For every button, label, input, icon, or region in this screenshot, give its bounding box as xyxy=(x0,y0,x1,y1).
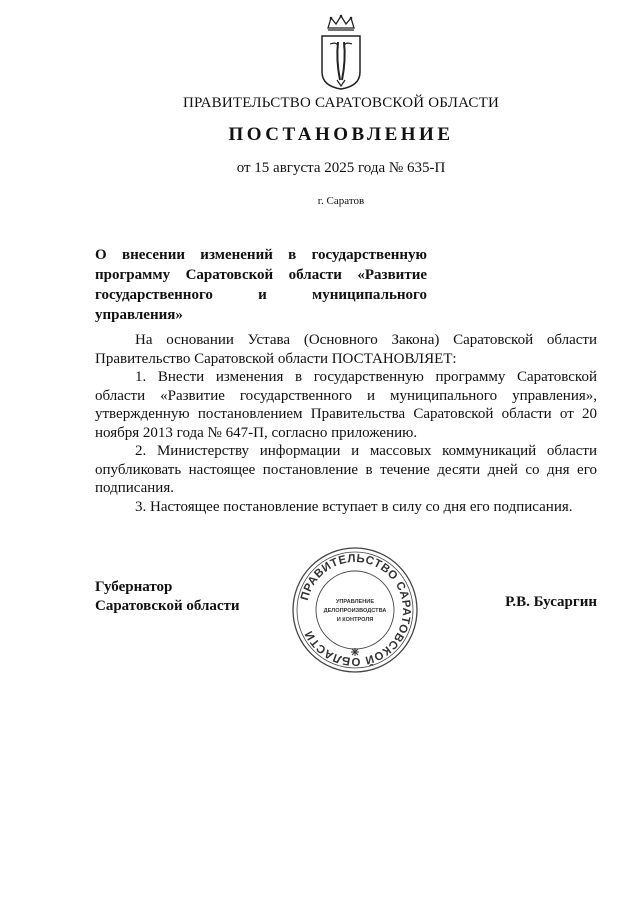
document-body xyxy=(95,331,597,516)
signatory-title-line-1: Губернатор xyxy=(95,579,173,595)
stamp-center-line-2: ДЕЛОПРОИЗВОДСТВА xyxy=(323,608,387,614)
government-name: ПРАВИТЕЛЬСТВО САРАТОВСКОЙ ОБЛАСТИ xyxy=(182,95,500,111)
document-subject: О внесении изменений в государственную программу Саратовской области «Развитие государственного и муниципального управления» xyxy=(95,247,427,323)
document-city: г. Саратов xyxy=(317,195,365,207)
body-item-1: 1. Внести изменения в государственную программу Саратовской области «Развитие государственного и муниципального управления», утвержденную постановлением Правительства Саратовской области от 20 ноября 2013 года № 647-П, согласно приложению. xyxy=(95,369,597,441)
stamp-center-line-3: И КОНТРОЛЯ xyxy=(336,617,374,623)
stamp-center-line-1: УПРАВЛЕНИЕ xyxy=(335,599,375,605)
body-item-2: 2. Министерству информации и массовых коммуникаций области опубликовать настоящее постановление в течение десяти дней со дня его подписания. xyxy=(95,443,597,496)
document-type-title: ПОСТАНОВЛЕНИЕ xyxy=(228,124,454,145)
official-seal-stamp xyxy=(290,545,420,675)
signatory-title-line-2: Саратовской области xyxy=(95,598,240,614)
body-intro-paragraph: На основании Устава (Основного Закона) Саратовской области Правительство Саратовской области ПОСТАНОВЛЯЕТ: xyxy=(95,332,597,367)
stamp-ring-text: ПРАВИТЕЛЬСТВО САРАТОВСКОЙ ОБЛАСТИ xyxy=(298,552,413,668)
document-date-number: от 15 августа 2025 года № 635-П xyxy=(236,160,446,176)
saratov-coat-of-arms-icon xyxy=(318,14,364,90)
body-item-3: 3. Настоящее постановление вступает в силу со дня его подписания. xyxy=(135,498,573,515)
signatory-title xyxy=(95,578,295,616)
stamp-star-icon xyxy=(351,648,359,656)
signatory-name: Р.В. Бусаргин xyxy=(505,594,597,610)
